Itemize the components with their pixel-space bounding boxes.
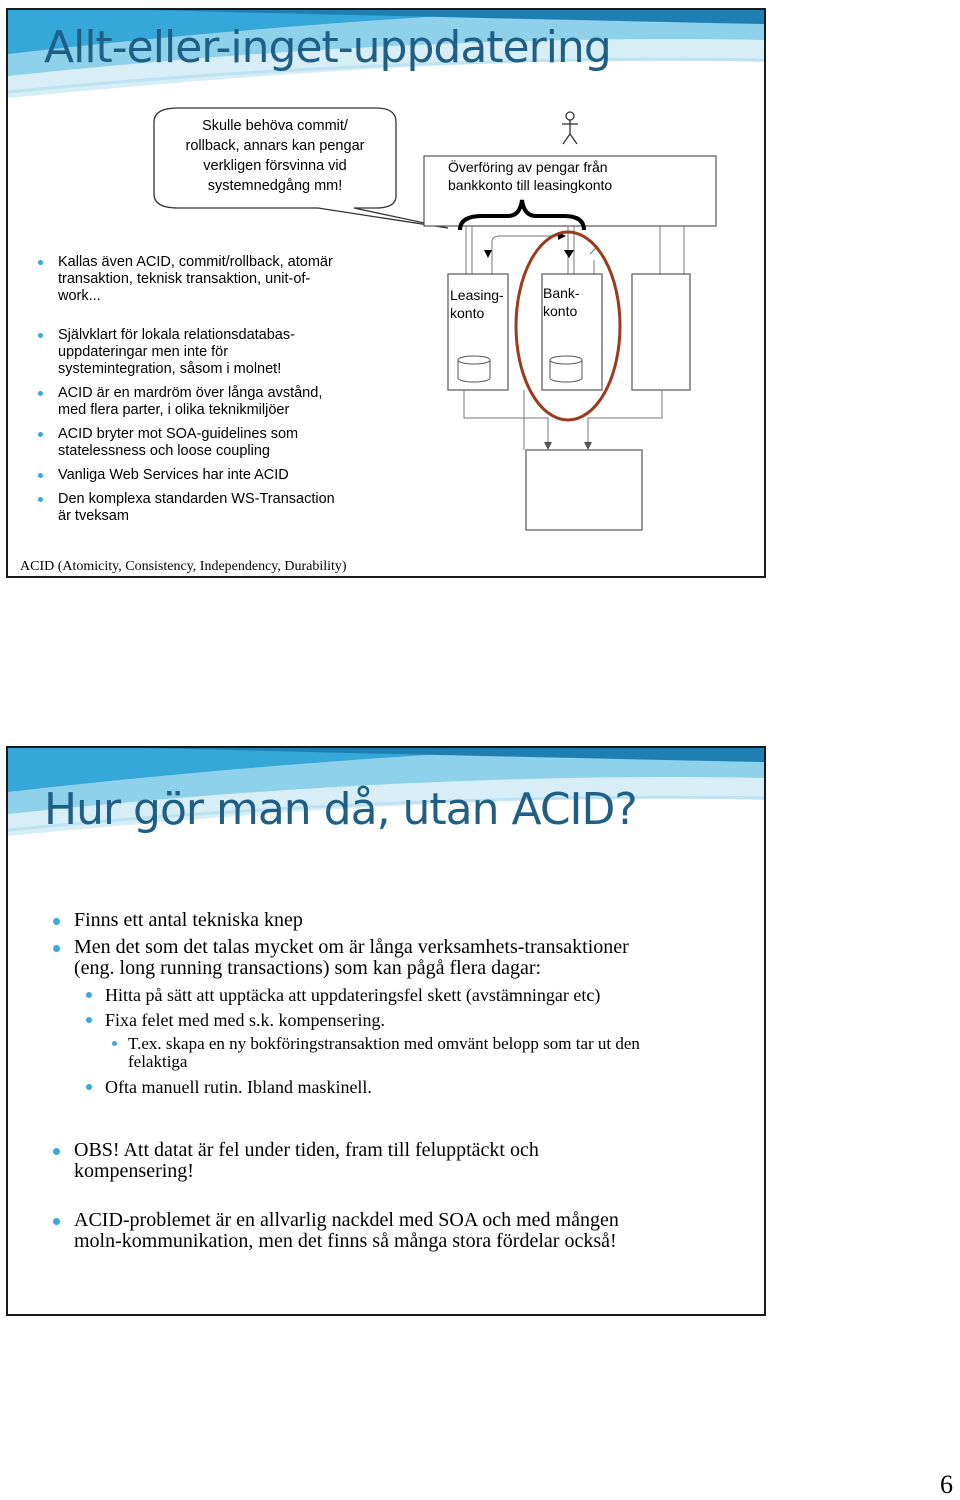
list-item: Självklart för lokala relationsdatabas- uppdateringar men inte för systemintegration, såsom i molnet! <box>38 327 378 378</box>
list-item: T.ex. skapa en ny bokföringstransaktion med omvänt belopp som tar ut den felaktiga <box>48 1035 748 1071</box>
list-item: ACID-problemet är en allvarlig nackdel med SOA och med mången moln-kommunikation, men det finns så många stora fördelar också! <box>48 1210 748 1252</box>
list-item: Fixa felet med med s.k. kompensering. <box>48 1010 748 1031</box>
list-item: Den komplexa standarden WS-Transaction är tveksam <box>38 491 378 525</box>
list-item: ACID bryter mot SOA-guidelines som statelessness och loose coupling <box>38 426 378 460</box>
list-item: Vanliga Web Services har inte ACID <box>38 467 378 484</box>
slide-without-acid <box>6 746 766 1316</box>
page-title: Hur gör man då, utan ACID? <box>44 784 637 835</box>
bullet-list <box>38 254 378 532</box>
list-item: OBS! Att datat är fel under tiden, fram till felupptäckt och kompensering! <box>48 1140 748 1182</box>
db-bank-label: Bank- konto <box>543 285 580 319</box>
list-item: Hitta på sätt att upptäcka att uppdateringsfel skett (avstämningar etc) <box>48 985 748 1006</box>
page-title: Allt-eller-inget-uppdatering <box>44 22 611 73</box>
acid-footnote: ACID (Atomicity, Consistency, Independency, Durability) <box>20 559 347 574</box>
page-number: 6 <box>940 1470 953 1499</box>
db-leasing-label: Leasing- konto <box>450 287 504 321</box>
list-item: Men det som det talas mycket om är långa verksamhets-transaktioner (eng. long running transactions) som kan pågå flera dagar: <box>48 937 748 979</box>
callout-text: Skulle behöva commit/ rollback, annars kan pengar verkligen försvinna vid systemnedgång mm! <box>185 118 365 194</box>
list-item: Ofta manuell rutin. Ibland maskinell. <box>48 1077 748 1098</box>
list-item: Kallas även ACID, commit/rollback, atomär transaktion, teknisk transaktion, unit-of- work... <box>38 254 378 305</box>
central-system-box <box>526 450 642 530</box>
transfer-box-label: Överföring av pengar från bankkonto till leasingkonto <box>448 159 613 193</box>
list-item: Finns ett antal tekniska knep <box>48 910 748 931</box>
slide-acid <box>6 8 766 578</box>
bullet-list <box>48 910 748 1258</box>
user-figure-icon <box>562 112 578 144</box>
db-other <box>632 274 690 390</box>
list-item: ACID är en mardröm över långa avstånd, med flera parter, i olika teknikmiljöer <box>38 385 378 419</box>
